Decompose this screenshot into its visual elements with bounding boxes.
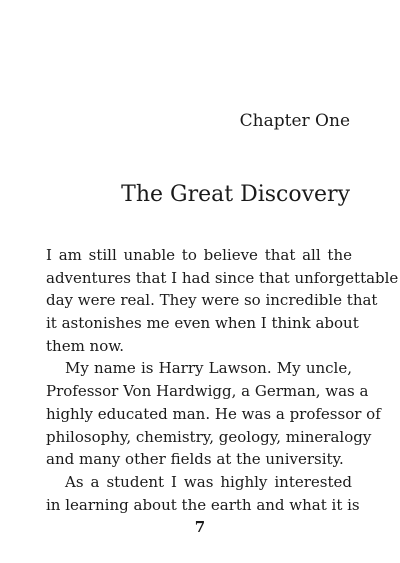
text-line: As a student I was highly interested	[65, 472, 352, 491]
text-line: and many other fields at the university.	[46, 450, 344, 469]
text-line: it astonishes me even when I think about	[46, 314, 359, 333]
text-line: philosophy, chemistry, geology, mineralogy	[46, 427, 372, 446]
text-line: day were real. They were so incredible that	[46, 291, 378, 310]
text-line: adventures that I had since that unforgettable	[46, 268, 399, 287]
chapter-label: Chapter One	[239, 111, 350, 131]
text-line: highly educated man. He was a professor of	[46, 404, 381, 423]
text-line: My name is Harry Lawson. My uncle,	[65, 359, 352, 378]
body-text	[46, 244, 399, 516]
page-number: 7	[194, 518, 206, 536]
text-line: them now.	[46, 336, 125, 355]
text-line: in learning about the earth and what it is	[46, 495, 360, 514]
chapter-title: The Great Discovery	[121, 182, 350, 207]
text-line: Professor Von Hardwigg, a German, was a	[46, 382, 369, 401]
text-line: I am still unable to believe that all the	[46, 246, 352, 264]
